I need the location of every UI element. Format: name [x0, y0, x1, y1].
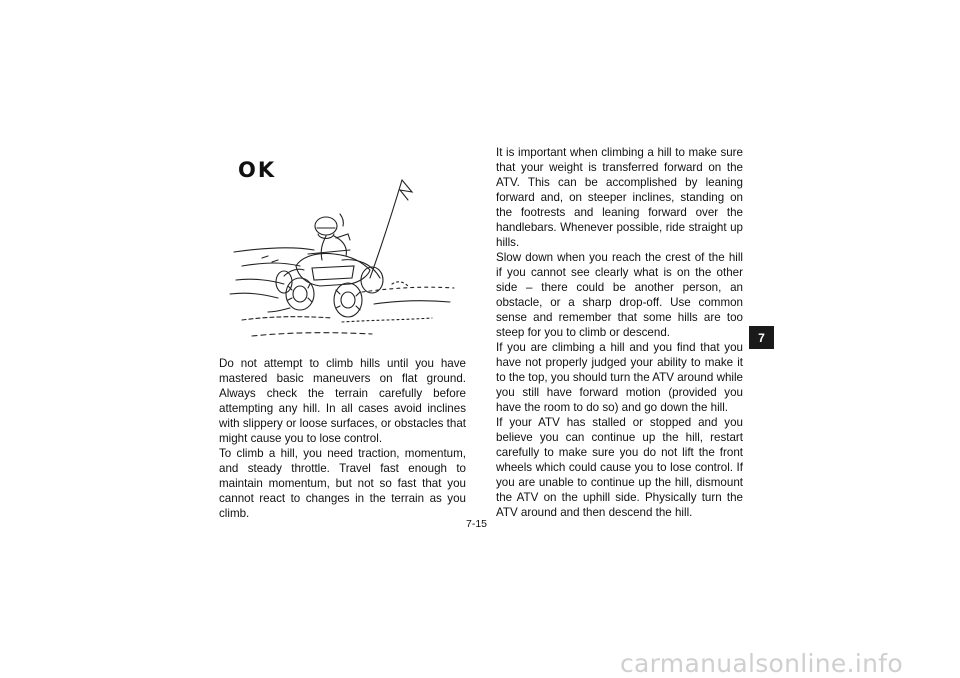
paragraph: If you are climbing a hill and you find that you have not properly judged your ability to make it to the top, you should turn the ATV around while you still have forward motion (provided you have the room to do so) and go down the hill.	[496, 341, 743, 414]
paragraph: Slow down when you reach the crest of the hill if you cannot see clearly what is on the other side – there could be another person, an obstacle, or a sharp drop-off. Use common sense and remember that some hills are too steep for you to climb or descend.	[496, 251, 743, 339]
paragraph: Do not attempt to climb hills until you have mastered basic maneuvers on flat ground. Always check the terrain carefully before attempting any hill. In all cases avoid inclines with slippery or loose surfaces, or obstacles that might cause you to lose control.	[219, 357, 466, 445]
paragraph: To climb a hill, you need traction, momentum, and steady throttle. Travel fast enough to maintain momentum, but not so fast that you cannot react to changes in the terrain as you climb.	[219, 447, 466, 520]
left-text-column	[219, 356, 466, 521]
ok-label: OK	[238, 158, 277, 182]
chapter-tab: 7	[749, 326, 774, 349]
atv-hill-climb-illustration	[222, 170, 464, 352]
paragraph: It is important when climbing a hill to make sure that your weight is transferred forward on the ATV. This can be accomplished by leaning forward and, on steeper inclines, standing on the footrests and leaning forward over the handlebars. Whenever possible, ride straight up hills.	[496, 146, 743, 249]
paragraph: If your ATV has stalled or stopped and you believe you can continue up the hill, restart carefully to make sure you do not lift the front wheels which could cause you to lose control. If you are unable to continue up the hill, dismount the ATV on the uphill side. Physically turn the ATV around and then descend the hill.	[496, 416, 743, 519]
page-number: 7-15	[466, 518, 488, 530]
right-text-column	[496, 145, 743, 520]
watermark: carmanualsonline.info	[620, 649, 903, 678]
